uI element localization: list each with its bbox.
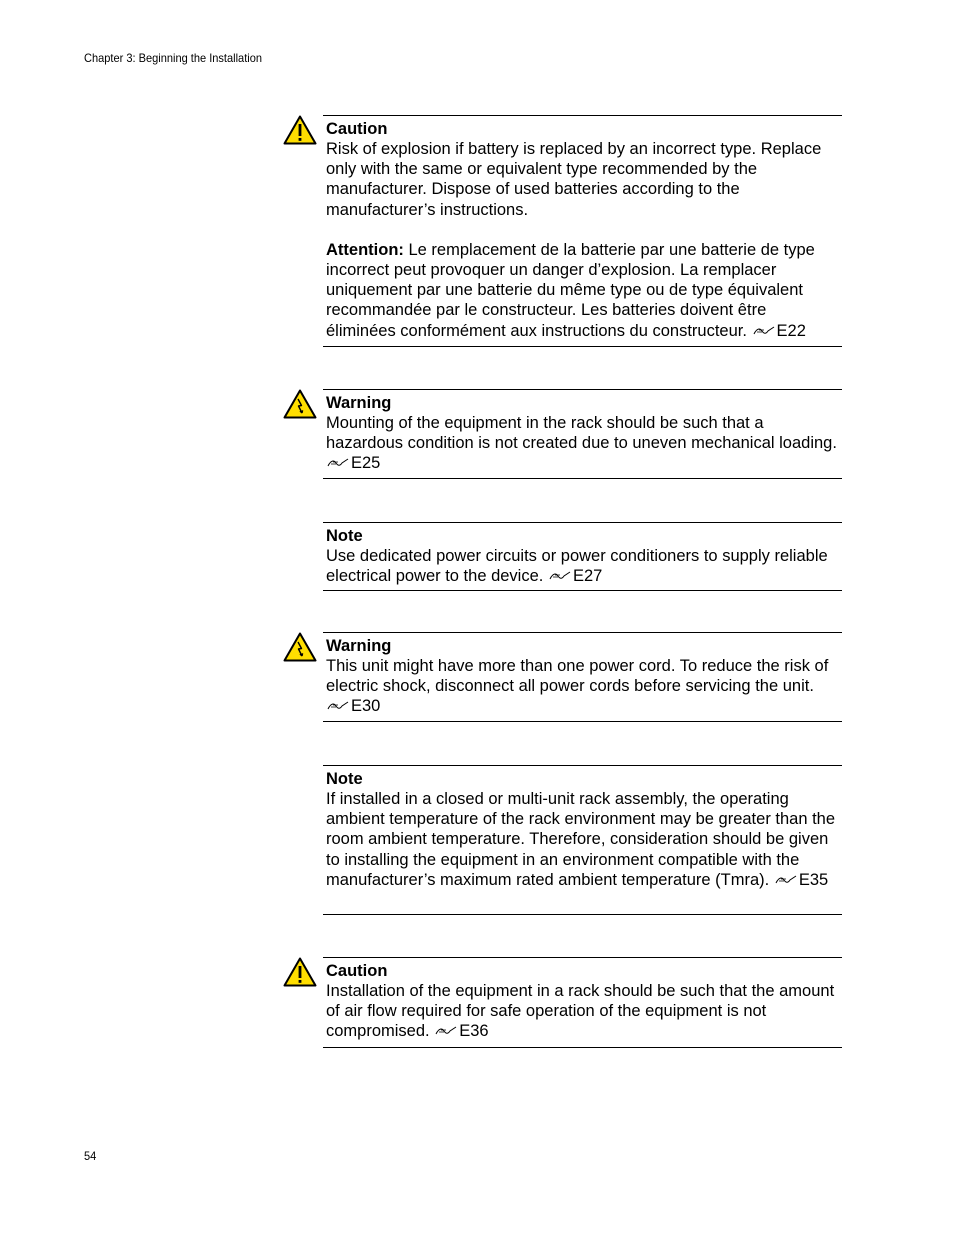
pointing-hand-icon	[775, 875, 797, 885]
pointing-hand-icon	[435, 1026, 457, 1036]
reference-code: E27	[572, 567, 603, 586]
notice-paragraph	[326, 981, 838, 1042]
caution-triangle-icon	[283, 115, 317, 145]
reference-code: E30	[351, 697, 381, 716]
notice-title: Caution	[326, 962, 388, 980]
notice-body: If installed in a closed or multi-unit rack assembly, the operating ambient temperature of the rack environment may be greater than the room ambient temperature. Therefore, consideration should be given to installing the equipment in an environment compatible with the manufacturer’s maximum rated ambient temperature (Tmra).	[326, 790, 836, 889]
notice-title: Warning	[326, 637, 392, 655]
running-head: Chapter 3: Beginning the Installation	[84, 51, 262, 65]
note-power-circuits	[323, 522, 842, 591]
reference-code: E25	[351, 454, 381, 473]
reference-code: E36	[459, 1022, 489, 1041]
caution-notice-air-flow	[323, 957, 842, 1048]
warning-notice-mounting	[323, 389, 842, 479]
notice-body: This unit might have more than one power cord. To reduce the risk of electric shock, disconnect all power cords before servicing the unit.	[326, 657, 829, 696]
caution-notice-battery	[323, 115, 842, 347]
notice-body: Use dedicated power circuits or power conditioners to supply reliable electrical power to the device.	[326, 547, 828, 586]
notice-paragraph	[326, 413, 838, 474]
caution-triangle-icon	[283, 957, 317, 987]
notice-body: Mounting of the equipment in the rack should be such that a hazardous condition is not created due to uneven mechanical loading.	[326, 414, 837, 453]
notice-title: Note	[326, 770, 363, 788]
electrical-warning-icon	[283, 389, 317, 419]
notice-title: Note	[326, 527, 363, 545]
notice-body: Risk of explosion if battery is replaced by an incorrect type. Replace only with the same or equivalent type recommended by the manufacturer. Dispose of used batteries according to the manufacturer’s instructions.	[326, 140, 822, 219]
notice-paragraph	[326, 789, 838, 890]
reference-code: E22	[776, 321, 806, 340]
warning-notice-power-cords	[323, 632, 842, 722]
notice-paragraph	[326, 656, 838, 717]
attention-label: Attention:	[326, 240, 404, 259]
pointing-hand-icon	[327, 458, 349, 468]
electrical-warning-icon	[283, 632, 317, 662]
pointing-hand-icon	[753, 326, 775, 336]
notice-title: Warning	[326, 394, 392, 412]
notice-paragraph	[326, 546, 838, 586]
pointing-hand-icon	[327, 701, 349, 711]
notice-title: Caution	[326, 120, 388, 138]
note-ambient-temperature	[323, 765, 842, 915]
notice-body: Installation of the equipment in a rack should be such that the amount of air flow required for safe operation of the equipment is not compromised.	[326, 982, 835, 1041]
attention-paragraph	[326, 240, 838, 341]
reference-code: E35	[798, 870, 829, 889]
page-number: 54	[84, 1149, 97, 1163]
attention-body: Le remplacement de la batterie par une batterie de type incorrect peut provoquer un danger d’explosion. La remplacer uniquement par une batterie du même type ou de type équivalent recommandée par le constructeur. Les batteries doivent être éliminées conformément aux instructions du constructeur.	[326, 240, 815, 340]
pointing-hand-icon	[549, 571, 571, 581]
